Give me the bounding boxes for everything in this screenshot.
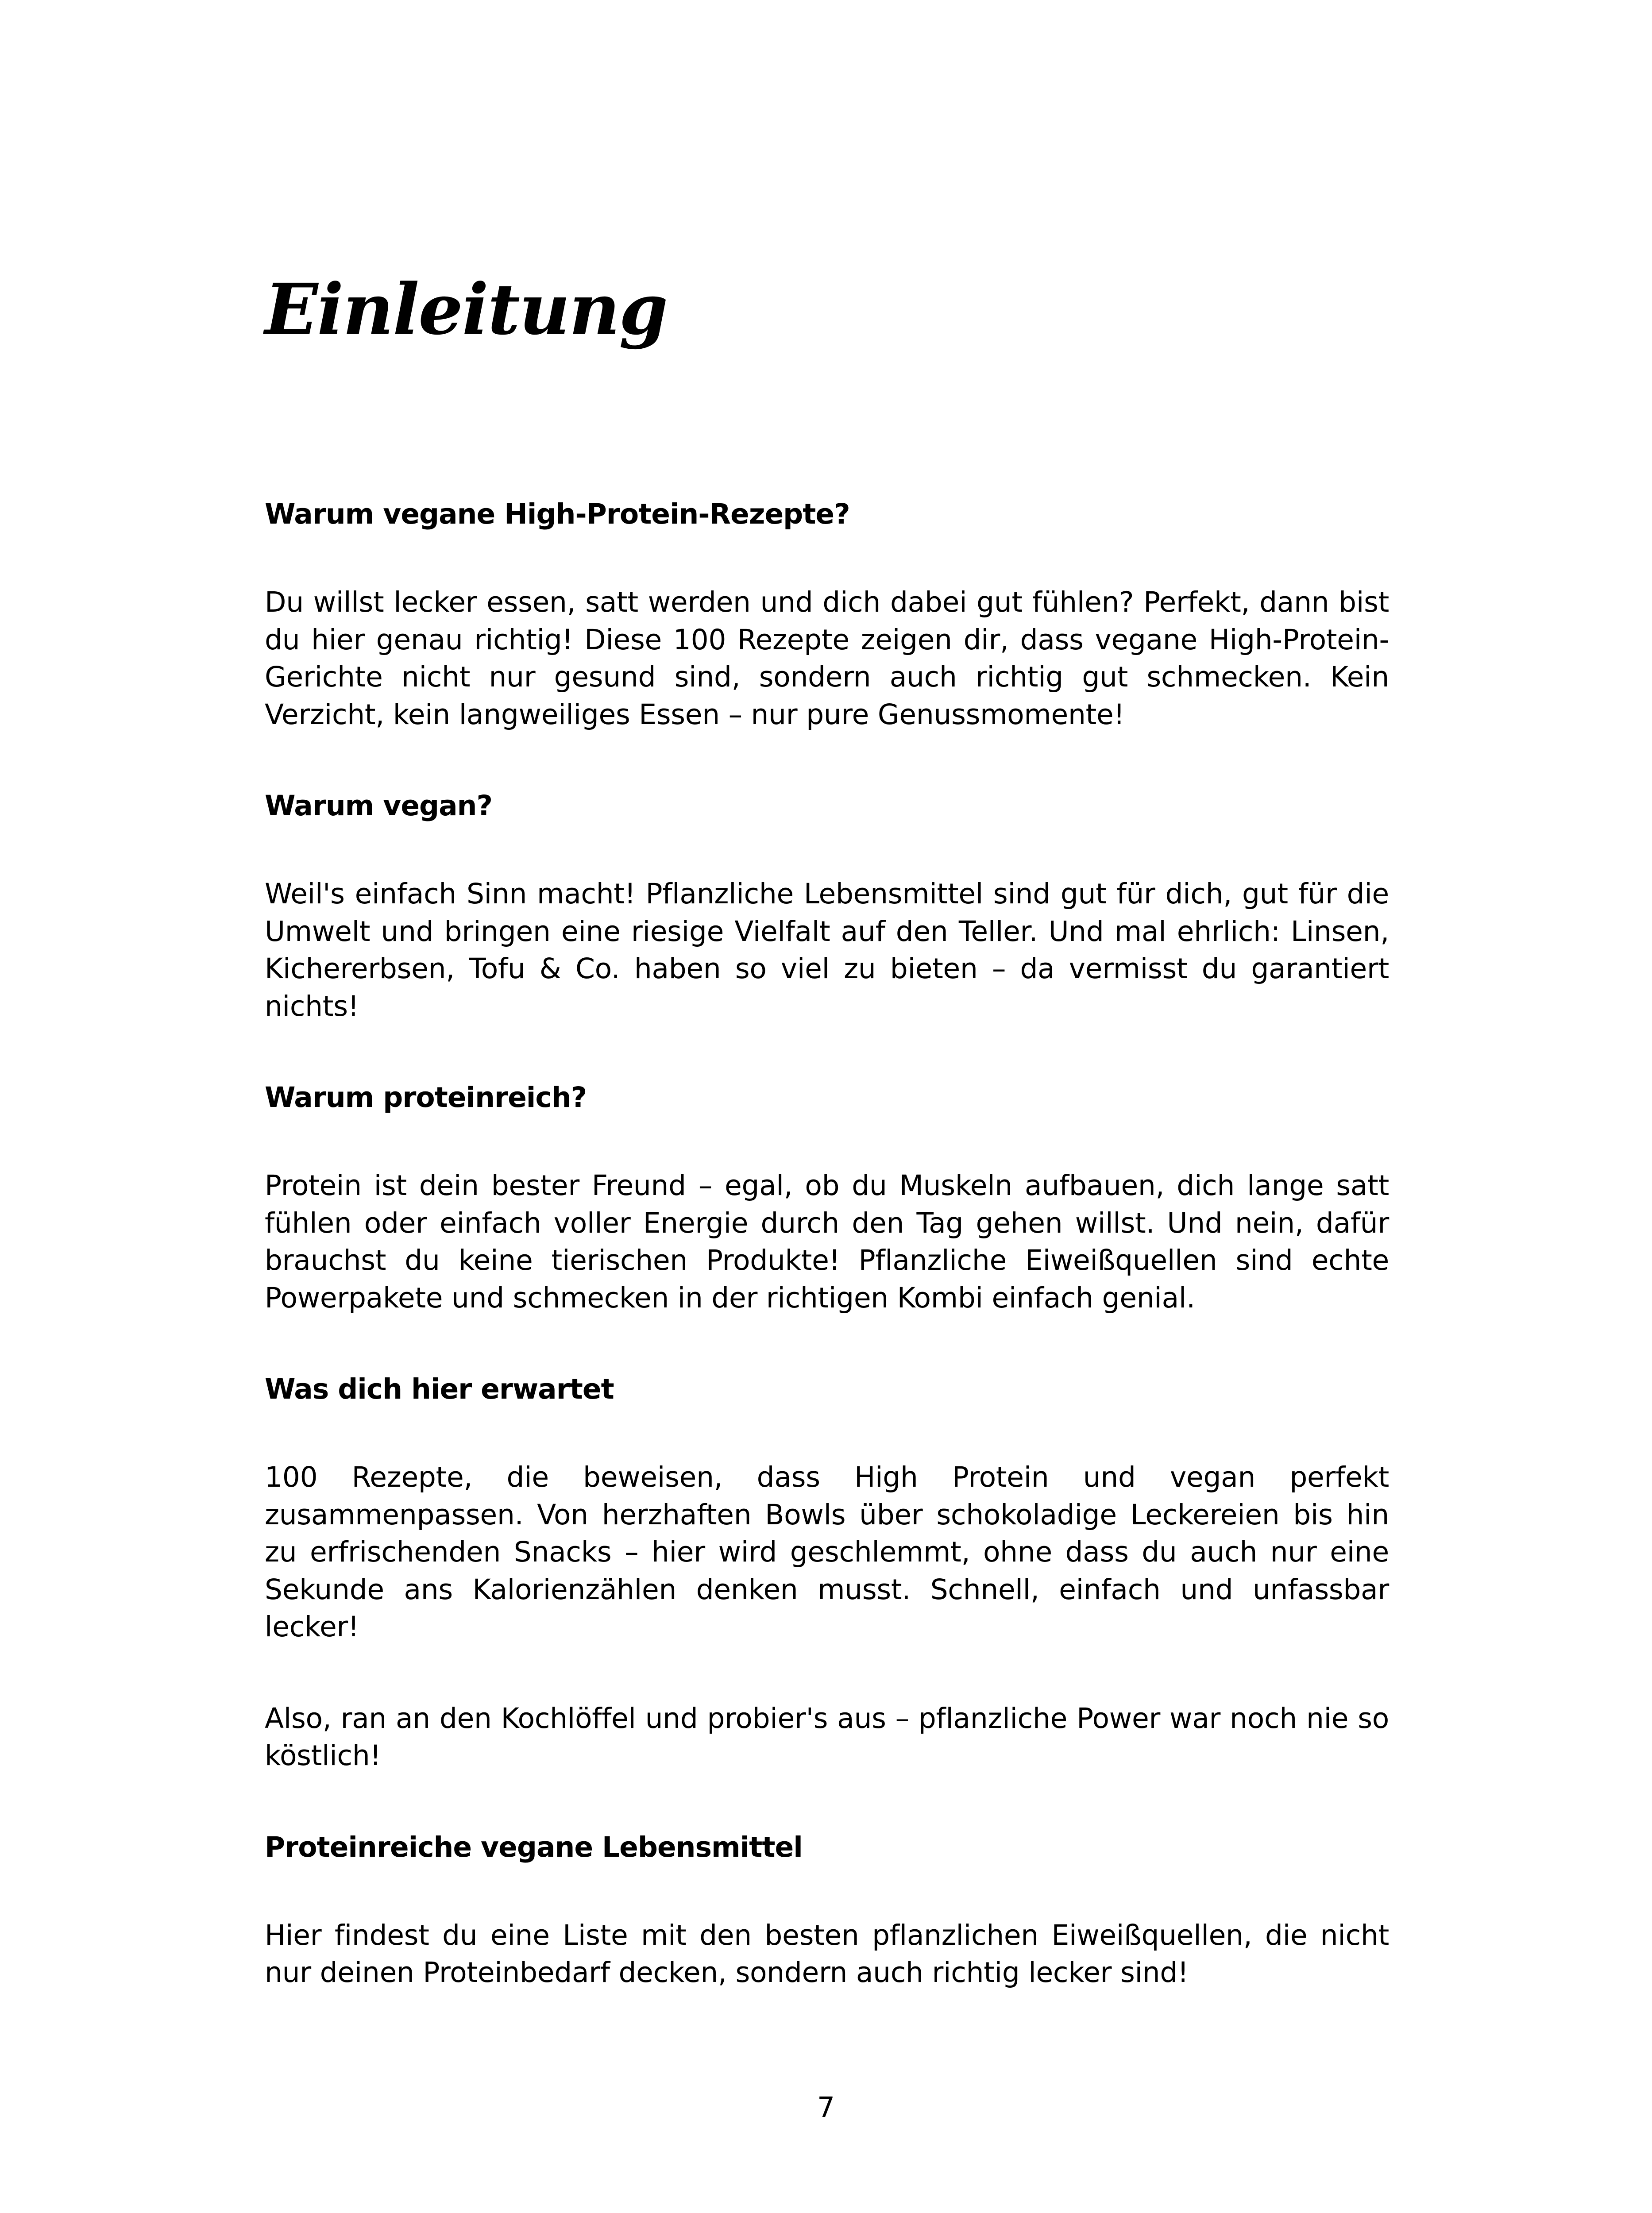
page-number: 7	[817, 2091, 835, 2124]
section-paragraph: Protein ist dein bester Freund – egal, ob du Muskeln aufbauen, dich lange satt fühlen oder einfach voller Energie durch den Tag gehen willst. Und nein, dafür brauchst du keine tierischen Produkte! Pflanzliche Eiweißquellen sind echte Powerpakete und schmecken in der richtigen Kombi einfach genial.	[265, 1169, 1389, 1314]
section-paragraph: Also, ran an den Kochlöffel und probier's aus – pflanzliche Power war noch nie so köstlich!	[265, 1702, 1389, 1772]
section-paragraph: 100 Rezepte, die beweisen, dass High Protein und vegan perfekt zusammenpassen. Von herzhaften Bowls über schokoladige Leckereien bis hin zu erfrischenden Snacks – hier wird geschlemmt, ohne dass du auch nur eine Sekunde ans Kalorienzählen denken musst. Schnell, einfach und unfassbar lecker!	[265, 1461, 1389, 1643]
chapter-content	[265, 496, 1389, 1992]
section-paragraph: Du willst lecker essen, satt werden und dich dabei gut fühlen? Perfekt, dann bist du hier genau richtig! Diese 100 Rezepte zeigen dir, dass vegane High-Protein-Gerichte nicht nur gesund sind, sondern auch richtig gut schmecken. Kein Verzicht, kein langweiliges Essen – nur pure Genussmomente!	[265, 586, 1389, 731]
section-heading-why-vegan: Warum vegan?	[265, 790, 493, 822]
section-paragraph: Weil's einfach Sinn macht! Pflanzliche Lebensmittel sind gut für dich, gut für die Umwelt und bringen eine riesige Vielfalt auf den Teller. Und mal ehrlich: Linsen, Kichererbsen, Tofu & Co. haben so viel zu bieten – da vermisst du garantiert nichts!	[265, 878, 1389, 1022]
section-heading-why-protein-rich: Warum proteinreich?	[265, 1081, 587, 1114]
section-heading-protein-rich-foods: Proteinreiche vegane Lebensmittel	[265, 1831, 803, 1863]
section-paragraph: Hier findest du eine Liste mit den besten pflanzlichen Eiweißquellen, die nicht nur deinen Proteinbedarf decken, sondern auch richtig lecker sind!	[265, 1919, 1389, 1989]
section-heading-what-to-expect: Was dich hier erwartet	[265, 1373, 614, 1405]
chapter-title: Einleitung	[265, 269, 668, 351]
section-heading-why-vegan-high-protein: Warum vegane High-Protein-Rezepte?	[265, 498, 850, 530]
